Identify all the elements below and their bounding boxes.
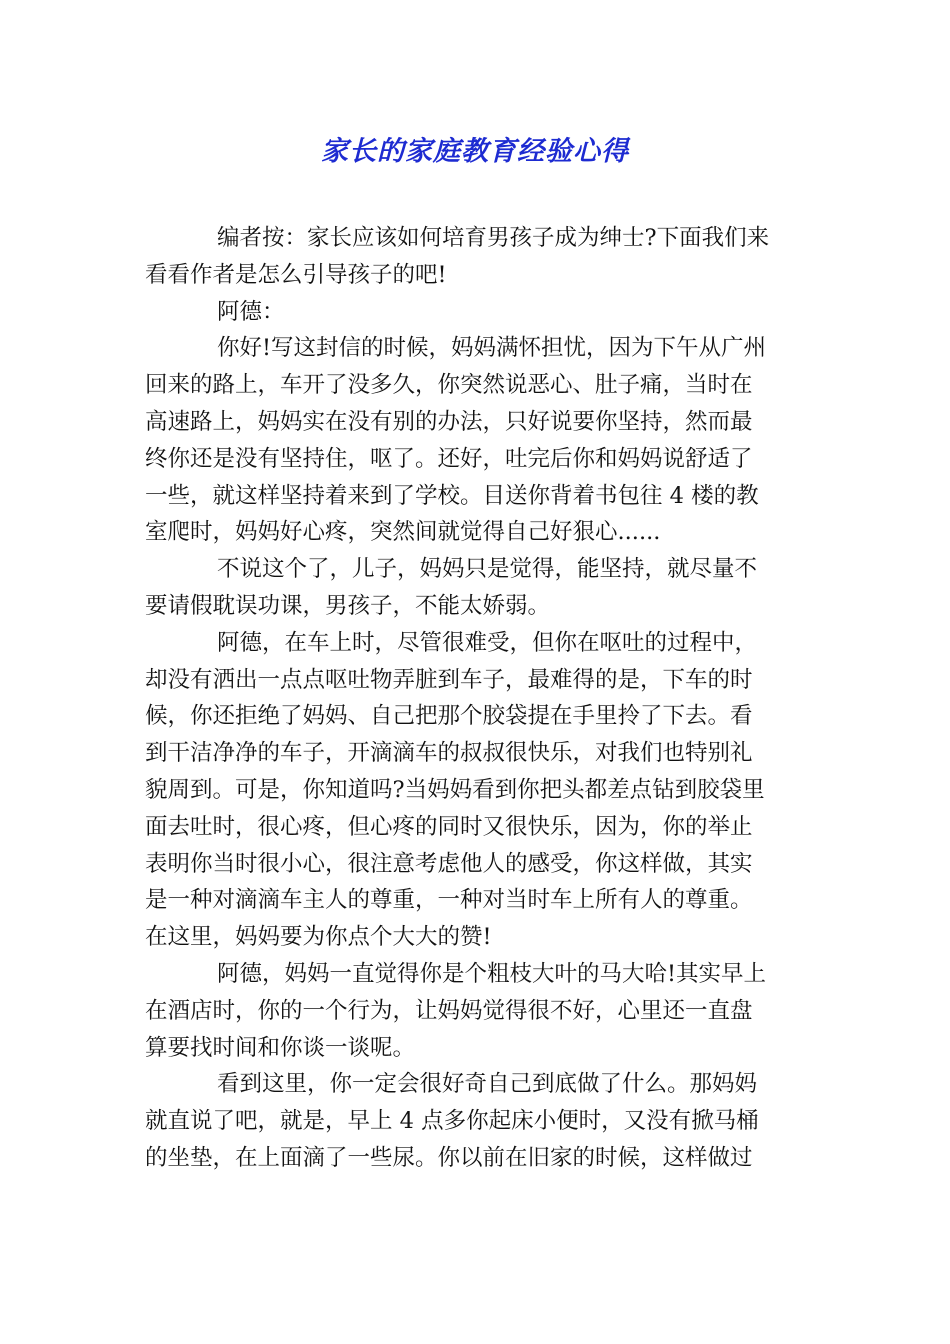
text-line: 你好!写这封信的时候，妈妈满怀担忧，因为下午从广州 <box>217 335 767 362</box>
text-line: 貌周到。可是，你知道吗?当妈妈看到你把头都差点钻到胶袋里 <box>145 776 765 803</box>
text-line: 阿德： <box>217 298 285 325</box>
text-line: 面去吐时，很心疼，但心疼的同时又很快乐，因为，你的举止 <box>145 813 753 840</box>
text-line: 是一种对滴滴车主人的尊重，一种对当时车上所有人的尊重。 <box>145 887 753 914</box>
text-line: 阿德，在车上时，尽管很难受，但你在呕吐的过程中， <box>217 629 758 656</box>
text-line: 不说这个了，儿子，妈妈只是觉得，能坚持，就尽量不 <box>217 556 758 583</box>
document-title: 家长的家庭教育经验心得 <box>321 136 629 167</box>
text-line: 回来的路上，车开了没多久，你突然说恶心、肚子痛，当时在 <box>145 372 753 399</box>
text-line: 表明你当时很小心，很注意考虑他人的感受，你这样做，其实 <box>145 850 753 877</box>
text-line: 在这里，妈妈要为你点个大大的赞! <box>145 924 492 951</box>
text-line: 在酒店时，你的一个行为，让妈妈觉得很不好，心里还一直盘 <box>145 997 753 1024</box>
text-line: 却没有洒出一点点呕吐物弄脏到车子，最难得的是，下车的时 <box>145 666 753 693</box>
document-body <box>145 220 805 1177</box>
text-line: 高速路上，妈妈实在没有别的办法，只好说要你坚持，然而最 <box>145 408 753 435</box>
text-line: 候，你还拒绝了妈妈、自己把那个胶袋提在手里拎了下去。看 <box>145 703 753 730</box>
text-line: 看到这里，你一定会很好奇自己到底做了什么。那妈妈 <box>217 1071 758 1098</box>
text-line: 终你还是没有坚持住，呕了。还好，吐完后你和妈妈说舒适了 <box>145 445 753 472</box>
text-line: 室爬时，妈妈好心疼，突然间就觉得自己好狠心...... <box>145 519 661 546</box>
text-line: 的坐垫，在上面滴了一些尿。你以前在旧家的时候，这样做过 <box>145 1144 753 1171</box>
text-line: 就直说了吧，就是，早上 4 点多你起床小便时，又没有掀马桶 <box>145 1108 759 1135</box>
text-line: 编者按：家长应该如何培育男孩子成为绅士?下面我们来 <box>217 225 770 251</box>
text-line: 看看作者是怎么引导孩子的吧! <box>145 261 447 288</box>
text-line: 要请假耽误功课，男孩子，不能太娇弱。 <box>145 592 551 619</box>
text-line: 阿德，妈妈一直觉得你是个粗枝大叶的马大哈!其实早上 <box>217 960 767 987</box>
text-line: 算要找时间和你谈一谈呢。 <box>145 1034 416 1061</box>
text-line: 一些，就这样坚持着来到了学校。目送你背着书包往 4 楼的教 <box>145 482 759 509</box>
text-line: 到干洁净净的车子，开滴滴车的叔叔很快乐，对我们也特别礼 <box>145 740 753 767</box>
